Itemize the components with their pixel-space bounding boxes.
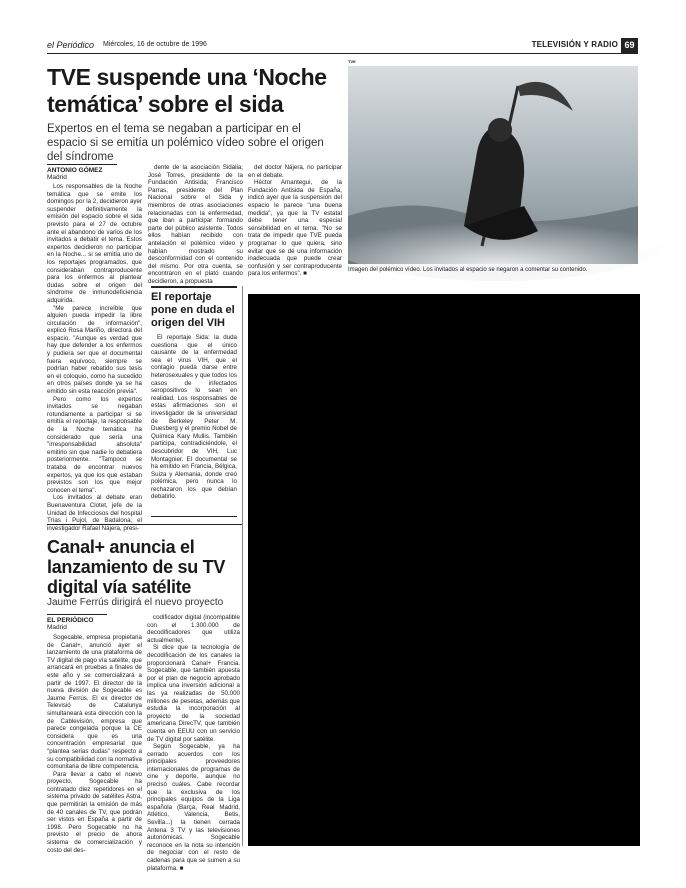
- column-divider: [242, 286, 243, 846]
- lead-headline: TVE suspende una ‘Noche temática’ sobre el sida: [47, 64, 327, 117]
- second-headline: Canal+ anuncia el lanzamiento de su TV digital vía satélite: [47, 537, 226, 597]
- paragraph: dente de la asociación Sidalia; José Torres, presidente de la Fundación Antisida; Francisco Parras, presidente del Plan Nacional sobre el Sida y miembros de otras asociaciones relacionadas con la enfermedad, que iban a participar formando parte del público asistente. Todos ellos habían recibido con antelación el polémico vídeo y habían mostrado su desconformidad con el contenido del mismo. Por otra cuenta, se encontraron en el plató cuando decidieron, a propuesta: [148, 164, 243, 285]
- section-label: TELEVISIÓN Y RADIO: [531, 40, 618, 49]
- paragraph: Si dice que la tecnología de decodificación de los canales la proporcionará Canal+ Francia. Sogecable, que también apuesta por el plan de negocio aprobado implica una inversión adicional a las ya realizadas de 50.000 millones de pesetas, además que estudia la incorporación al proyecto de la sociedad americana DirecTV, que también cuenta en EEUU con un servicio de TV digital por satélite.: [147, 644, 240, 743]
- second-column-2: [147, 614, 240, 872]
- paragraph: Sogecable, empresa propietaria de Canal+, anunció ayer el lanzamiento de una plataforma de TV digital de pago vía satélite, que arrancará en pruebas a finales de este año y se comercializará a partir de 1997. El director de la nueva división de Sogecable es Jaume Ferrús. El ex director de Televisió de Catalunya simultaneará esta dirección con la de Cablevisión, empresa que parece congelada porque la CE considera que es una concentración empresarial que "plantea serias dudas" respecto a su compatibilidad con la normativa comunitaria de libre competencia.: [47, 634, 142, 771]
- paragraph: Los responsables de la Noche temática que se emite los domingos por la 2, decidieron ayer suspender definitivamente la emisión del espacio sobre el sida previsto para el 27 de octubre ante el abandono de varios de los invitados a debatir el tema. Estos expertos decidieron no participar en la Noche... si se emitía uno de los reportajes programados, que consideraban contraproducente para los enfermos al plantear dudas sobre el origen del síndrome de inmunodeficiencia adquirida.: [47, 183, 142, 304]
- lead-photo: [348, 66, 638, 264]
- sidebar-body: [151, 334, 237, 516]
- lead-column-1: [47, 183, 142, 532]
- second-subhead: Jaume Ferrús dirigirá el nuevo proyecto: [47, 597, 224, 608]
- grim-reaper-image: [348, 66, 638, 264]
- lead-subhead: Expertos en el tema se negaban a participar en el espacio si se emitía un polémico vídeo sobre el origen del síndrome: [47, 123, 324, 163]
- byline-place: Madrid: [47, 174, 67, 181]
- paragraph: "Me parece increíble que alguien pueda impedir la libre circulación de información", explicó Rosa Mariño, directora del espacio. "Aunque es verdad que hay que defender a los enfermos y pudiera ser que el documental fuera equívoco, siempre se podrían haber rebatido sus tesis en el coloquio, como ha sucedido en otros países donde ya se ha emitido sin esta reacción previa".: [47, 304, 142, 396]
- paragraph: Héctor Amantegui, de la Fundación Antisida de España, indicó ayer que la suspensión del espacio le parece "una buena medida", ya que la TV estatal debe tener una especial sensibilidad en el tema. "No se trata de impedir que TVE pueda programar lo que quiera, sino evitar que se dé una información inadecuada que puede crear confusión y ser contraproducente para los enfermos". ■: [248, 179, 342, 278]
- page-header: [47, 38, 638, 54]
- paragraph: del doctor Nájera, no participar en el debate.: [248, 164, 342, 179]
- dateline: Miércoles, 16 de octubre de 1996: [103, 41, 207, 48]
- paragraph: Pero como los expertos invitados se negaban rotundamente a participar si se emitía el reportaje, la responsable de la Noche temática ha considerado que sería una "irresponsabilidad absoluta" emitirlo sin que nadie lo debatiera posteriormente. "Tampoco se trataba de encontrar nuevos expertos, ya que los que estaban previstos son los que mejor conocen el tema".: [47, 395, 142, 494]
- byline-place: Madrid: [47, 624, 67, 631]
- second-byline: [47, 614, 107, 631]
- paragraph: El reportaje Sida: la duda cuestiona que el único causante de la enfermedad sea el virus VIH, que el contagio pueda darse entre heterosexuales y que todos los casos de infectados seropositivos lo sean en realidad. Los responsables de estas afirmaciones son el investigador de la universidad de Berkeley Peter M. Duesberg y el premio Nobel de Química Kary Mullis. También participa, contradiciéndole, el descubridor de VIH, Luc Montagnier. El documental se ha emitido en Francia, Bélgica, Suiza y Alemania, donde creó polémica, pero nunca lo rechazaron los que debían debatirlo.: [151, 334, 237, 501]
- page-number: 69: [621, 38, 638, 53]
- paragraph: codificador digital (incompatible con el 1.300.000 de decodificadores que utiliza actualmente).: [147, 614, 240, 644]
- byline-name: ANTONIO GÓMEZ: [47, 167, 103, 174]
- lead-column-3: [248, 164, 342, 278]
- sidebar-title: El reportaje pone en duda el origen del VIH: [151, 291, 235, 329]
- section-divider: [47, 524, 242, 525]
- second-column-1: [47, 634, 142, 854]
- lead-column-2: [148, 164, 243, 285]
- paragraph: Para llevar a cabo el nuevo proyecto, Sogecable ha contratado diez repetidores en el sistema privado de satélites Astra, que permitirán la emisión de más de 40 canales de TV, que podrán ser vistos en España a partir de 1998. Pero Sogecable no ha previsto el precio de ahora sistema de comercialización y costo del des-: [47, 770, 142, 854]
- sidebar-box: [151, 286, 237, 517]
- photo-caption: Imagen del polémico vídeo. Los invitados al espacio se negaron a comentar su contenido.: [348, 267, 588, 273]
- photo-credit: TVE: [348, 59, 356, 64]
- advertisement-block: [248, 294, 640, 846]
- lead-byline: [47, 164, 117, 181]
- byline-name: EL PERIÓDICO: [47, 617, 94, 624]
- paragraph: Los invitados al debate eran Buenaventura Clotet, jefe de la Unidad de Infecciosos del hospital Trías i Pujol, de Badalona; el investigador Rafael Nájera, presi-: [47, 494, 142, 532]
- paragraph: Según Sogecable, ya ha cerrado acuerdos con los principales proveedores internacionales de programas de cine y deporte, aunque no precisó cuáles. Cabe recordar que la exclusiva de los principales equipos de la Liga española (Barça, Real Madrid, Atlético, Valencia, Betis, Sevilla...) la tienen cerrada Antena 3 TV y las televisiones autonómicas. Sogecable reconoce en la nota su intención de negociar con el resto de cadenas para que se sumen a su plataforma. ■: [147, 743, 240, 872]
- masthead: el Periódico: [47, 40, 95, 50]
